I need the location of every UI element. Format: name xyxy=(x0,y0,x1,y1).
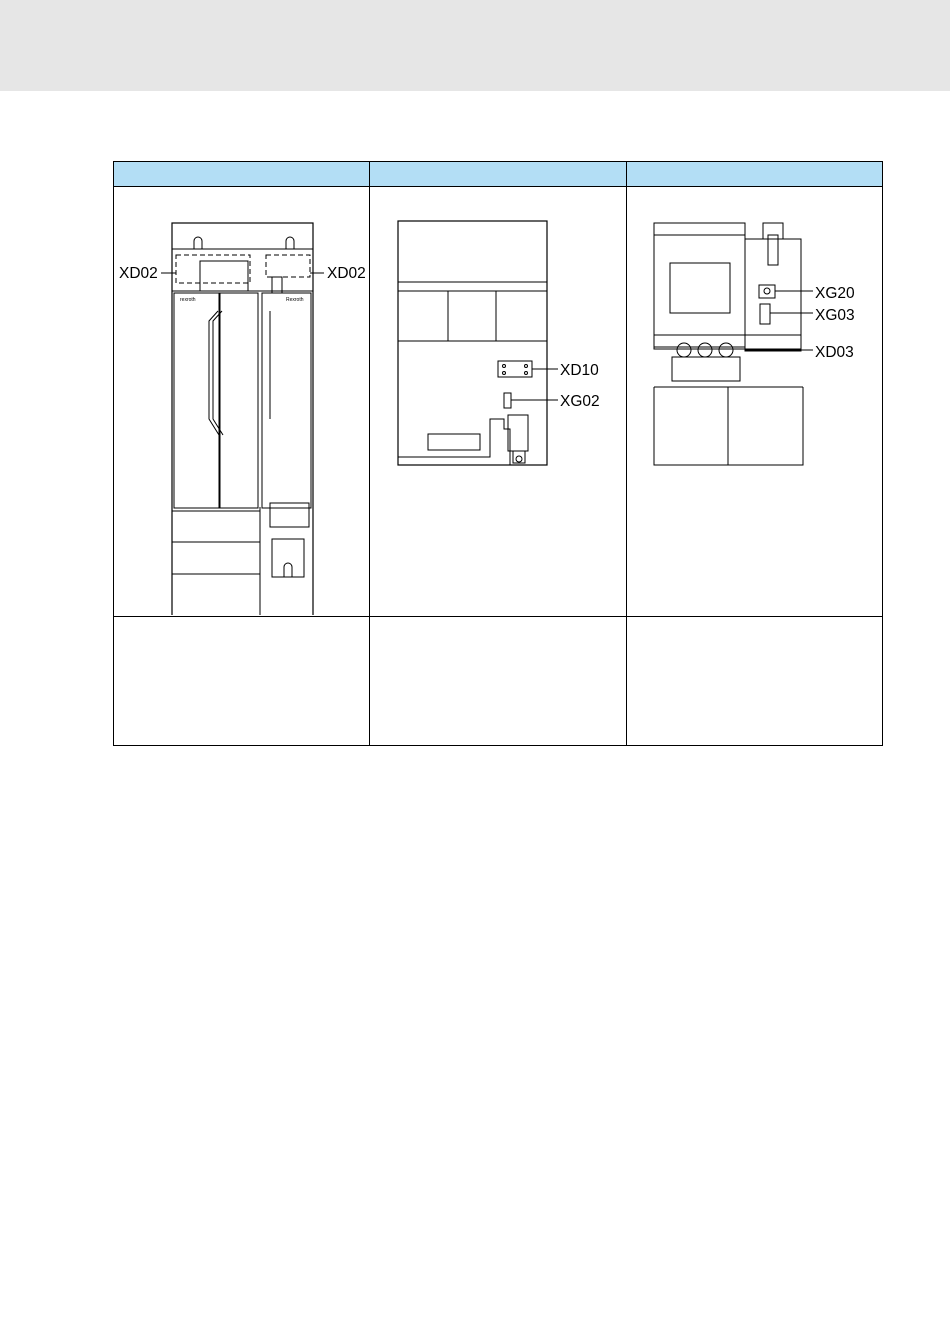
label-xd02-left: XD02 xyxy=(119,265,158,283)
front-right-window xyxy=(270,503,309,527)
xg03-connector xyxy=(760,304,770,324)
top-clip-foot xyxy=(513,451,525,463)
bottom-window xyxy=(670,263,730,313)
top-clip-screw xyxy=(516,456,522,462)
brand-mark-left: rexroth xyxy=(180,297,196,304)
description-cell-2 xyxy=(370,616,626,745)
header-cell-2 xyxy=(370,162,626,187)
table-header-row xyxy=(114,162,883,187)
xg02-connector xyxy=(504,393,511,408)
top-outline xyxy=(398,221,547,465)
front-panel-left xyxy=(174,293,219,508)
front-panel-middle xyxy=(220,293,258,508)
table-description-row xyxy=(114,616,883,745)
label-xd03: XD03 xyxy=(814,344,854,362)
bottom-side-block xyxy=(745,239,801,351)
front-outline xyxy=(172,223,313,615)
xd02-left-dashed xyxy=(176,255,250,283)
connection-overview-table xyxy=(113,161,883,746)
top-bottom-step xyxy=(398,419,510,465)
xd10-pin-3 xyxy=(503,372,506,375)
xd10-pin-1 xyxy=(503,365,506,368)
header-cell-3 xyxy=(626,162,882,187)
top-clip xyxy=(508,415,528,451)
label-xd10: XD10 xyxy=(560,362,600,380)
xd10-pin-4 xyxy=(525,372,528,375)
label-xg03: XG03 xyxy=(814,307,855,325)
front-upper-box xyxy=(200,261,248,291)
xd10-pin-2 xyxy=(525,365,528,368)
module-bottom-drawing xyxy=(627,187,883,615)
brand-mark-right: Rexroth xyxy=(286,297,304,304)
label-xg20: XG20 xyxy=(814,285,855,303)
header-cell-1 xyxy=(114,162,370,187)
top-slot-left xyxy=(194,237,202,249)
module-front-drawing xyxy=(114,187,370,615)
front-panel-right xyxy=(262,293,311,508)
front-bracket-slot xyxy=(284,563,292,577)
front-bottom-bracket xyxy=(272,539,304,577)
bottom-bridge xyxy=(672,357,740,381)
top-label-plate xyxy=(428,434,480,450)
description-cell-3 xyxy=(626,616,882,745)
label-xd02-right: XD02 xyxy=(327,265,366,283)
figure-cell-top xyxy=(370,187,626,617)
xg20-socket xyxy=(764,288,770,294)
figure-cell-front xyxy=(114,187,370,617)
xg20-connector xyxy=(759,285,775,298)
page-header-band xyxy=(0,0,950,91)
bottom-terminal xyxy=(763,223,783,239)
table-figure-row xyxy=(114,187,883,617)
front-handle-left xyxy=(209,311,219,435)
figure-cell-bottom xyxy=(626,187,882,617)
bottom-main-block xyxy=(654,223,745,347)
label-xg02: XG02 xyxy=(560,393,600,411)
xd03-terminal-2 xyxy=(698,343,712,357)
xd03-terminal-1 xyxy=(677,343,691,357)
module-top-drawing xyxy=(370,187,626,615)
description-cell-1 xyxy=(114,616,370,745)
xd03-terminal-3 xyxy=(719,343,733,357)
front-handle-right xyxy=(213,311,223,435)
top-slot-right xyxy=(286,237,294,249)
xd02-right-dashed xyxy=(266,255,310,277)
